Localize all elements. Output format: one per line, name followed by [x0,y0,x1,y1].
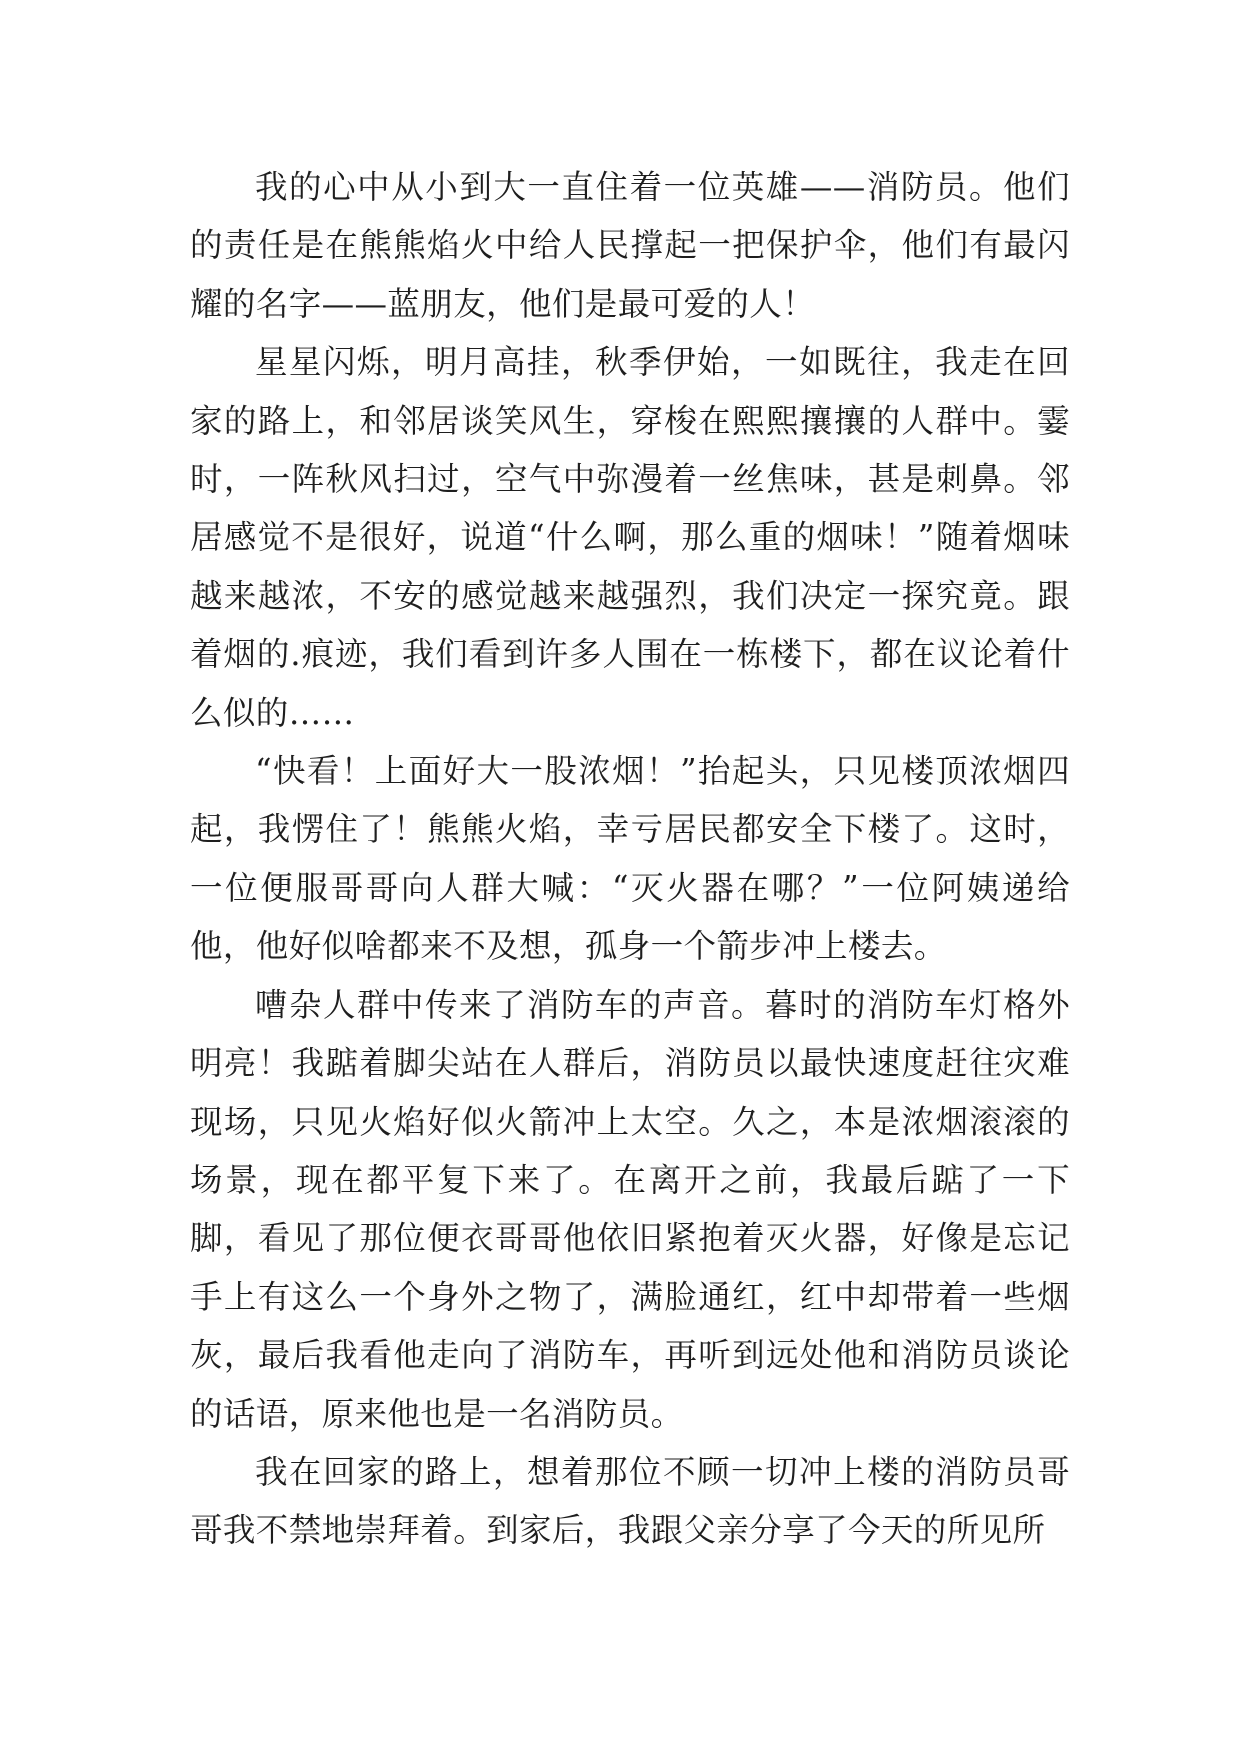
paragraph-3: “快看！上面好大一股浓烟！”抬起头，只见楼顶浓烟四起，我愣住了！熊熊火焰，幸亏居民都安全下楼了。这时，一位便服哥哥向人群大喊：“灭火器在哪？”一位阿姨递给他，他好似啥都来不及想，孤身一个箭步冲上楼去。 [190,752,1070,966]
paragraph-5: 我在回家的路上，想着那位不顾一切冲上楼的消防员哥哥我不禁地崇拜着。到家后，我跟父亲分享了今天的所见所 [190,1452,1070,1550]
article-body [190,158,1070,1560]
paragraph-2: 星星闪烁，明月高挂，秋季伊始，一如既往，我走在回家的路上，和邻居谈笑风生，穿梭在熙熙攘攘的人群中。霎时，一阵秋风扫过，空气中弥漫着一丝焦味，甚是刺鼻。邻居感觉不是很好，说道“什么啊，那么重的烟味！”随着烟味越来越浓，不安的感觉越来越强烈，我们决定一探究竟。跟着烟的.痕迹，我们看到许多人围在一栋楼下，都在议论着什么似的…… [190,343,1070,732]
paragraph-4: 嘈杂人群中传来了消防车的声音。暮时的消防车灯格外明亮！我踮着脚尖站在人群后，消防员以最快速度赶往灾难现场，只见火焰好似火箭冲上太空。久之，本是浓烟滚滚的场景，现在都平复下来了。在离开之前，我最后踮了一下脚，看见了那位便衣哥哥他依旧紧抱着灭火器，好像是忘记手上有这么一个身外之物了，满脸通红，红中却带着一些烟灰，最后我看他走向了消防车，再听到远处他和消防员谈论的话语，原来他也是一名消防员。 [190,985,1070,1433]
paragraph-1: 我的心中从小到大一直住着一位英雄——消防员。他们的责任是在熊熊焰火中给人民撑起一把保护伞，他们有最闪耀的名字——蓝朋友，他们是最可爱的人！ [190,168,1070,323]
